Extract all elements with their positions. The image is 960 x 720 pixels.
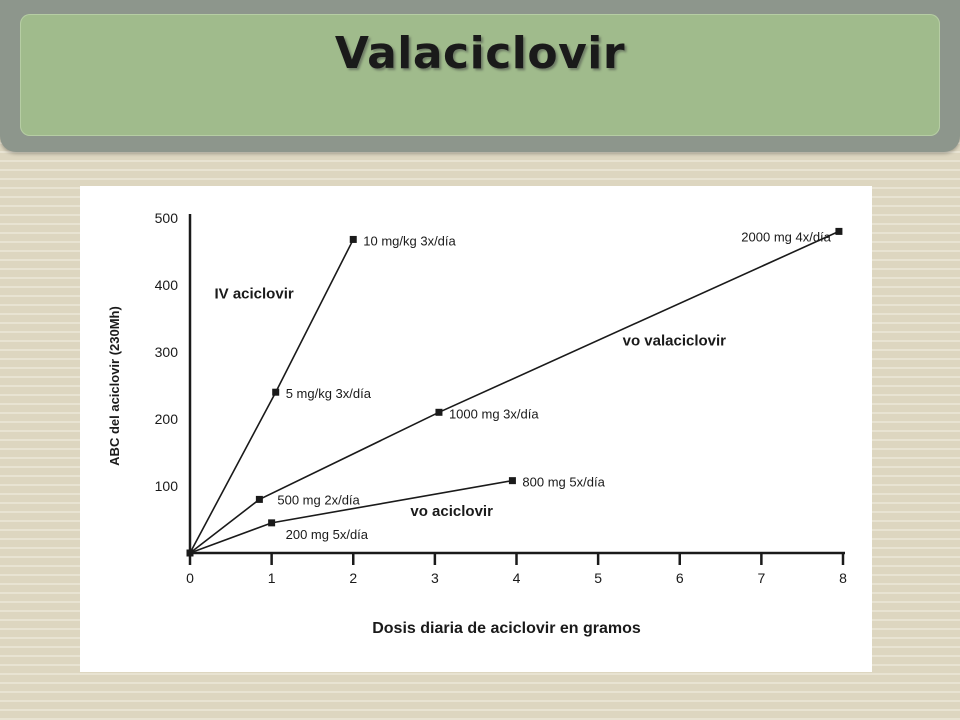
data-point-marker [509, 477, 516, 484]
data-point-label: 5 mg/kg 3x/día [285, 386, 371, 402]
series-name-label: IV aciclovir [214, 285, 294, 303]
title-panel [20, 14, 940, 136]
x-tick-label: 0 [186, 570, 194, 586]
series-name-label: vo valaciclovir [622, 332, 727, 350]
x-tick-label: 3 [430, 570, 439, 586]
data-point-marker [268, 519, 275, 526]
series-name-label: vo aciclovir [410, 503, 493, 521]
data-point-label: 2000 mg 4x/día [741, 229, 831, 245]
x-tick-label: 6 [675, 570, 684, 586]
y-tick-label: 100 [154, 478, 178, 494]
data-point-marker [435, 409, 442, 416]
title-banner [0, 0, 960, 152]
x-tick-label: 4 [512, 570, 521, 586]
y-tick-label: 300 [154, 344, 178, 360]
y-axis-title: ABC del aciclovir (230Mh) [107, 306, 122, 466]
data-point-label: 500 mg 2x/día [277, 492, 360, 508]
y-tick-label: 400 [154, 277, 178, 293]
x-axis-title: Dosis diaria de aciclovir en gramos [372, 620, 641, 637]
y-tick-label: 200 [154, 411, 178, 427]
x-tick-label: 8 [839, 570, 847, 586]
data-point-marker [350, 236, 357, 243]
x-tick-label: 7 [757, 570, 766, 586]
data-point-label: 200 mg 5x/día [285, 526, 369, 542]
data-point-marker [835, 228, 842, 235]
x-tick-label: 1 [267, 570, 276, 586]
data-point-label: 10 mg/kg 3x/día [363, 233, 456, 249]
data-point-label: 800 mg 5x/día [522, 474, 605, 490]
data-point-marker [272, 389, 279, 396]
y-tick-label: 500 [154, 210, 178, 226]
data-point-marker [187, 550, 194, 557]
data-point-marker [256, 496, 263, 503]
slide-title: Valaciclovir [334, 28, 626, 79]
dose-auc-chart [80, 186, 872, 672]
x-tick-label: 2 [349, 570, 358, 586]
chart-labels [107, 229, 832, 637]
chart-axes [155, 210, 847, 586]
chart-panel [80, 186, 872, 672]
data-point-label: 1000 mg 3x/día [448, 406, 539, 422]
x-tick-label: 5 [594, 570, 603, 586]
